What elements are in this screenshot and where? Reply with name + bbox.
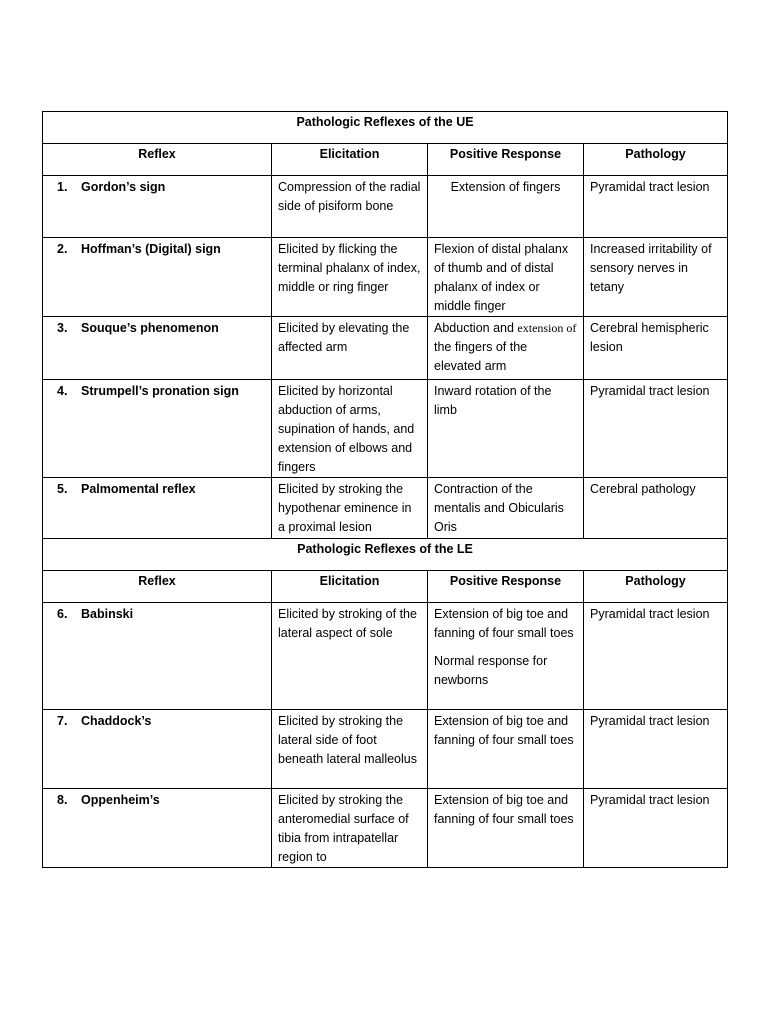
pathology-cell: Pyramidal tract lesion bbox=[584, 789, 728, 868]
column-header-row bbox=[43, 571, 728, 603]
reflex-name: Oppenheim’s bbox=[81, 793, 160, 807]
table-row bbox=[43, 710, 728, 789]
elicitation-cell: Elicited by stroking the lateral side of foot beneath lateral malleolus bbox=[272, 710, 428, 789]
pathology-cell: Pyramidal tract lesion bbox=[584, 176, 728, 238]
response-cell: Inward rotation of the limb bbox=[428, 380, 584, 478]
response-text-part: Abduction and bbox=[434, 321, 518, 335]
reflex-cell bbox=[43, 317, 272, 380]
column-header-row bbox=[43, 144, 728, 176]
elicitation-cell: Elicited by horizontal abduction of arms, supination of hands, and extension of elbows and fingers bbox=[272, 380, 428, 478]
row-number: 2. bbox=[57, 242, 68, 256]
pathologic-reflexes-table bbox=[42, 111, 728, 868]
table-row bbox=[43, 603, 728, 710]
table-row bbox=[43, 317, 728, 380]
section-title: Pathologic Reflexes of the UE bbox=[43, 112, 728, 144]
section-title-row-le bbox=[43, 539, 728, 571]
table-row bbox=[43, 789, 728, 868]
response-text-part: the fingers of the elevated arm bbox=[434, 340, 528, 373]
reflex-name: Gordon’s sign bbox=[81, 180, 166, 194]
reflex-name: Strumpell’s pronation sign bbox=[81, 384, 239, 398]
row-number: 3. bbox=[57, 321, 68, 335]
response-cell: Contraction of the mentalis and Obicularis Oris bbox=[428, 478, 584, 539]
section-title: Pathologic Reflexes of the LE bbox=[43, 539, 728, 571]
column-header-reflex: Reflex bbox=[43, 144, 272, 176]
reflex-cell bbox=[43, 176, 272, 238]
response-cell: Extension of big toe and fanning of four small toes bbox=[428, 789, 584, 868]
reflex-cell bbox=[43, 380, 272, 478]
reflex-name: Palmomental reflex bbox=[81, 482, 196, 496]
section-title-row-ue bbox=[43, 112, 728, 144]
table-row bbox=[43, 380, 728, 478]
column-header-positive-response: Positive Response bbox=[428, 144, 584, 176]
table-row bbox=[43, 176, 728, 238]
response-text: Extension of big toe and fanning of four small toes bbox=[434, 607, 574, 640]
column-header-pathology: Pathology bbox=[584, 571, 728, 603]
row-number: 7. bbox=[57, 714, 68, 728]
response-cell bbox=[428, 317, 584, 380]
reflex-name: Hoffman’s (Digital) sign bbox=[81, 242, 221, 256]
column-header-positive-response: Positive Response bbox=[428, 571, 584, 603]
reflex-name: Babinski bbox=[81, 607, 134, 621]
elicitation-cell: Elicited by elevating the affected arm bbox=[272, 317, 428, 380]
pathology-cell: Pyramidal tract lesion bbox=[584, 603, 728, 710]
column-header-reflex: Reflex bbox=[43, 571, 272, 603]
reflex-name: Souque’s phenomenon bbox=[81, 321, 219, 335]
row-number: 6. bbox=[57, 607, 68, 621]
row-number: 8. bbox=[57, 793, 68, 807]
response-note: Normal response for newborns bbox=[434, 654, 548, 687]
reflex-cell bbox=[43, 238, 272, 317]
reflex-cell bbox=[43, 789, 272, 868]
reflex-cell bbox=[43, 478, 272, 539]
reflex-cell bbox=[43, 603, 272, 710]
table-row bbox=[43, 238, 728, 317]
response-cell bbox=[428, 603, 584, 710]
elicitation-cell: Elicited by stroking of the lateral aspect of sole bbox=[272, 603, 428, 710]
reflex-name: Chaddock’s bbox=[81, 714, 152, 728]
elicitation-cell: Elicited by flicking the terminal phalanx of index, middle or ring finger bbox=[272, 238, 428, 317]
row-number: 5. bbox=[57, 482, 68, 496]
response-text-part: extension of bbox=[517, 321, 577, 335]
row-number: 4. bbox=[57, 384, 68, 398]
pathology-cell: Increased irritability of sensory nerves in tetany bbox=[584, 238, 728, 317]
column-header-elicitation: Elicitation bbox=[272, 144, 428, 176]
reflex-cell bbox=[43, 710, 272, 789]
response-cell: Flexion of distal phalanx of thumb and of distal phalanx of index or middle finger bbox=[428, 238, 584, 317]
pathology-cell: Cerebral hemispheric lesion bbox=[584, 317, 728, 380]
elicitation-cell: Elicited by stroking the anteromedial surface of tibia from intrapatellar region to bbox=[272, 789, 428, 868]
pathology-cell: Cerebral pathology bbox=[584, 478, 728, 539]
elicitation-cell: Elicited by stroking the hypothenar eminence in a proximal lesion bbox=[272, 478, 428, 539]
table-row bbox=[43, 478, 728, 539]
pathology-cell: Pyramidal tract lesion bbox=[584, 380, 728, 478]
response-cell: Extension of fingers bbox=[428, 176, 584, 238]
column-header-elicitation: Elicitation bbox=[272, 571, 428, 603]
elicitation-cell: Compression of the radial side of pisiform bone bbox=[272, 176, 428, 238]
column-header-pathology: Pathology bbox=[584, 144, 728, 176]
row-number: 1. bbox=[57, 180, 68, 194]
response-cell: Extension of big toe and fanning of four small toes bbox=[428, 710, 584, 789]
pathology-cell: Pyramidal tract lesion bbox=[584, 710, 728, 789]
